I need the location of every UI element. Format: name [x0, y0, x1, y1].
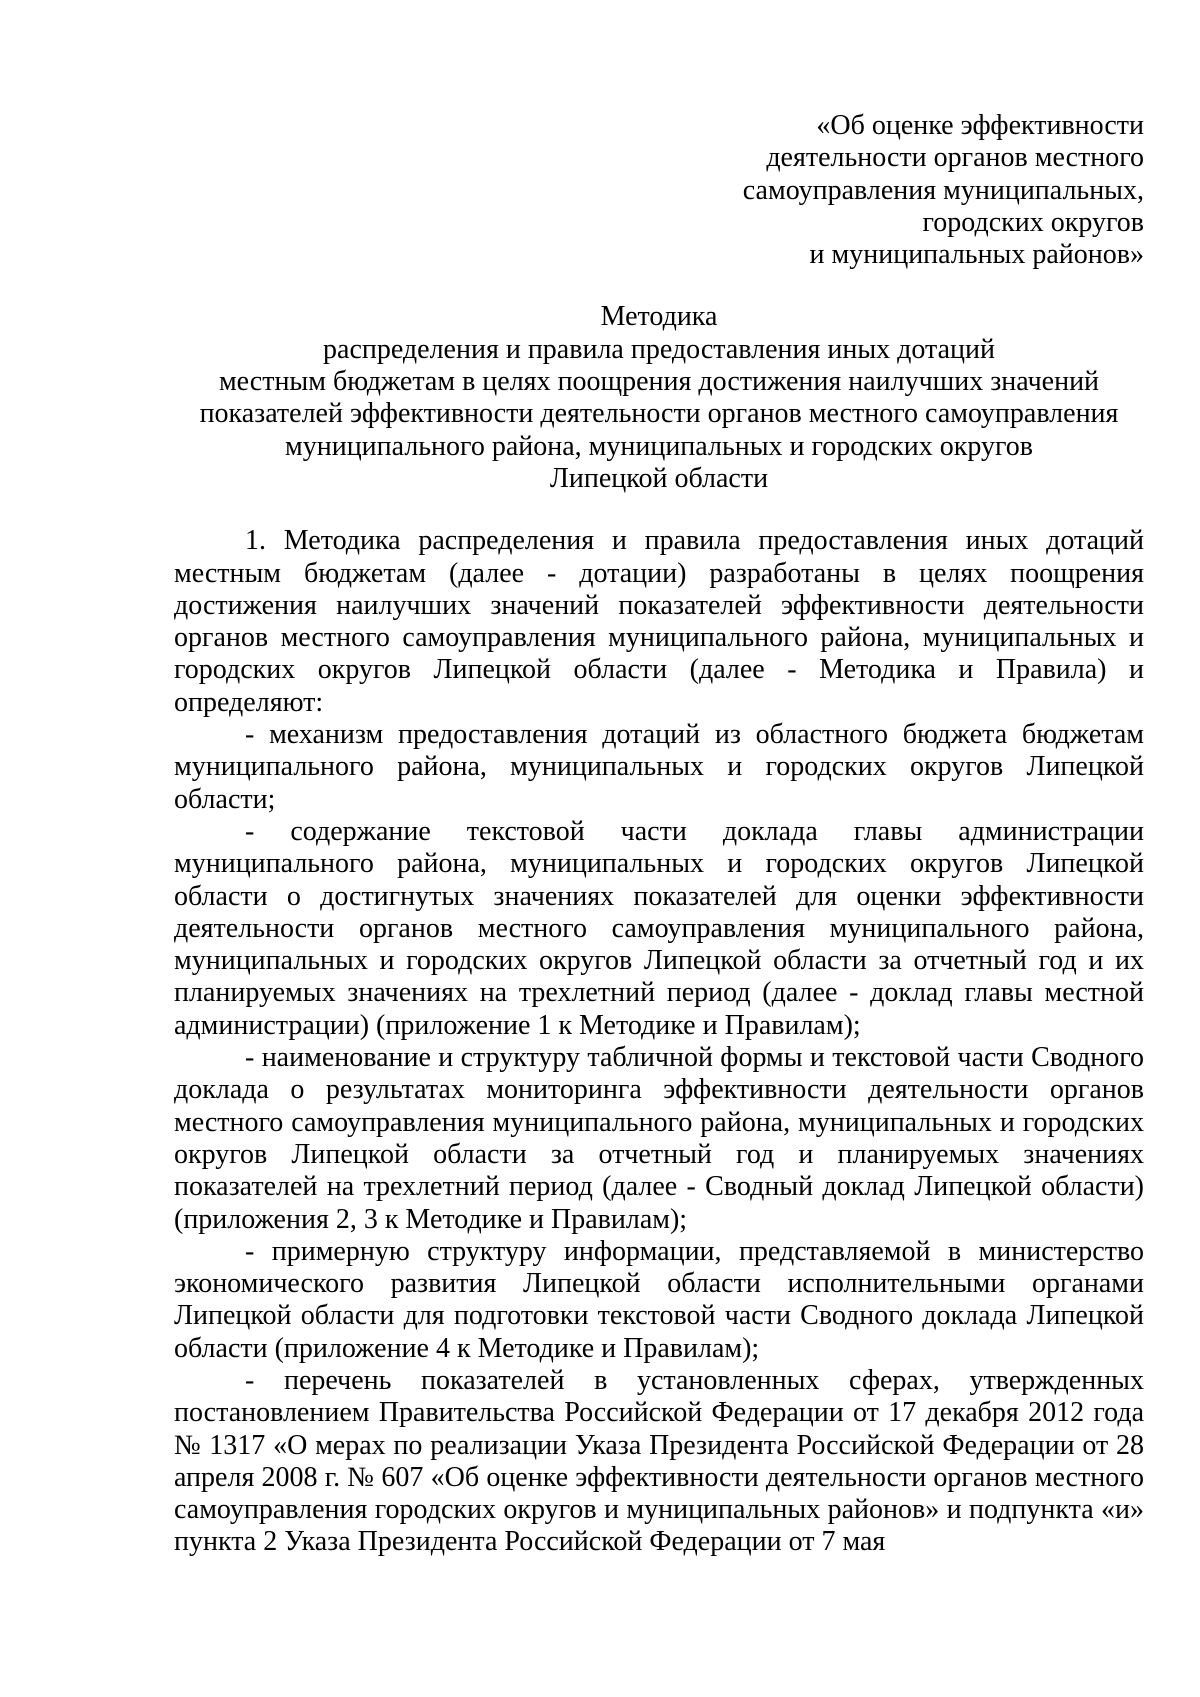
document-page: [174, 110, 1144, 1559]
decree-reference-line-4: городских округов: [922, 206, 1144, 238]
decree-reference: [174, 110, 1144, 271]
decree-reference-line-5: и муниципальных районов»: [809, 239, 1144, 271]
paragraph-summary-report: - наименование и структуру табличной формы и текстовой части Сводного доклада о результатах мониторинга эффективности деятельности органов местного самоуправления муниципального района, муниципальных и городских округов Липецкой области за отчетный год и планируемых значениях показателей на трехлетний период (далее - Сводный доклад Липецкой области) (приложения 2, 3 к Методике и Правилам);: [174, 1042, 1144, 1235]
document-title-line-4: показателей эффективности деятельности органов местного самоуправления: [199, 398, 1119, 430]
document-body: [174, 525, 1144, 1559]
document-title: [174, 301, 1144, 495]
paragraph-1: 1. Методика распределения и правила предоставления иных дотаций местным бюджетам (далее - дотации) разработаны в целях поощрения достижения наилучших значений показателей эффективности деятельности органов местного самоуправления муниципального района, муниципальных и городских округов Липецкой области (далее - Методика и Правила) и определяют:: [174, 525, 1144, 718]
document-title-line-6: Липецкой области: [549, 462, 769, 494]
paragraph-information-structure: - примерную структуру информации, представляемой в министерство экономического развития Липецкой области исполнительными органами Липецкой области для подготовки текстовой части Сводного доклада Липецкой области (приложение 4 к Методике и Правилам);: [174, 1235, 1144, 1364]
decree-reference-line-1: «Об оценке эффективности: [816, 110, 1144, 141]
document-title-line-1: Методика: [600, 301, 718, 333]
document-title-line-5: муниципального района, муниципальных и городских округов: [285, 430, 1033, 462]
document-title-line-2: распределения и правила предоставления иных дотаций: [323, 333, 995, 365]
decree-reference-line-3: самоуправления муниципальных,: [742, 174, 1144, 206]
decree-reference-line-2: деятельности органов местного: [766, 142, 1144, 174]
paragraph-report-content: - содержание текстовой части доклада главы администрации муниципального района, муниципальных и городских округов Липецкой области о достигнутых значениях показателей для оценки эффективности деятельности органов местного самоуправления муниципального района, муниципальных и городских округов Липецкой области за отчетный год и их планируемых значениях на трехлетний период (далее - доклад главы местной администрации) (приложение 1 к Методике и Правилам);: [174, 815, 1144, 1041]
document-title-line-3: местным бюджетам в целях поощрения достижения наилучших значений: [218, 366, 1100, 398]
paragraph-indicators-list: - перечень показателей в установленных сферах, утвержденных постановлением Правительства Российской Федерации от 17 декабря 2012 года № 1317 «О мерах по реализации Указа Президента Российской Федерации от 28 апреля 2008 г. № 607 «Об оценке эффективности деятельности органов местного самоуправления городских округов и муниципальных районов» и подпункта «и» пункта 2 Указа Президента Российской Федерации от 7 мая: [174, 1364, 1144, 1558]
paragraph-mechanism: - механизм предоставления дотаций из областного бюджета бюджетам муниципального района, муниципальных и городских округов Липецкой области;: [174, 719, 1144, 815]
